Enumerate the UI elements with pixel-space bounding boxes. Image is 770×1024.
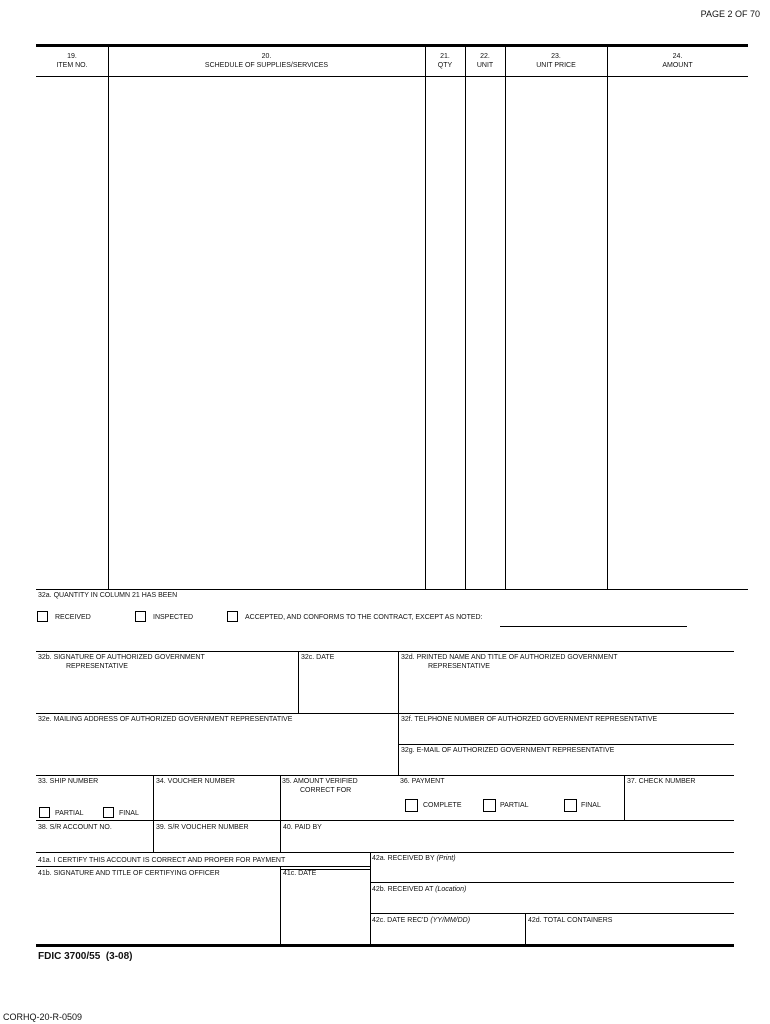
received-label: RECEIVED — [55, 614, 91, 621]
col-item-no-header: 19. ITEM NO. — [56, 53, 88, 69]
sr-account-label: 38. S/R ACCOUNT NO. — [38, 824, 112, 831]
voucher-number-label: 34. VOUCHER NUMBER — [156, 778, 235, 785]
col-unit-header: 22. UNIT — [476, 53, 494, 69]
ship-number-label: 33. SHIP NUMBER — [38, 778, 99, 785]
quantity-heading: 32a. QUANTITY IN COLUMN 21 HAS BEEN — [38, 592, 178, 599]
ship-final-checkbox[interactable] — [103, 807, 114, 818]
payment-partial-checkbox[interactable] — [483, 799, 496, 812]
inspected-label: INSPECTED — [153, 614, 194, 621]
schedule-bottom-border — [36, 589, 748, 590]
payment-final-label: FINAL — [581, 802, 601, 809]
control-number: CORHQ-20-R-0509 — [3, 1012, 83, 1022]
total-containers-label: 42d. TOTAL CONTAINERS — [528, 917, 613, 924]
signature-rep-label: 32b. SIGNATURE OF AUTHORIZED GOVERNMENT REPRESENTATIVE — [38, 654, 205, 670]
form-bottom-border — [36, 944, 734, 947]
payment-label: 36. PAYMENT — [400, 778, 445, 785]
ship-final-label: FINAL — [119, 810, 139, 817]
payment-partial-label: PARTIAL — [500, 802, 529, 809]
received-by-label: 42a. RECEIVED BY (Print) — [372, 855, 456, 862]
form-number: FDIC 3700/55 (3-08) — [38, 951, 133, 962]
received-at-label: 42b. RECEIVED AT (Location) — [372, 886, 467, 893]
payment-complete-checkbox[interactable] — [405, 799, 418, 812]
received-checkbox[interactable] — [37, 611, 48, 622]
email-label: 32g. E-MAIL OF AUTHORIZED GOVERNMENT REPRESENTATIVE — [401, 747, 615, 754]
col-schedule-header: 20. SCHEDULE OF SUPPLIES/SERVICES — [204, 53, 329, 69]
ship-partial-label: PARTIAL — [55, 810, 84, 817]
page-number: PAGE 2 OF 70 — [700, 9, 760, 19]
accepted-label: ACCEPTED, AND CONFORMS TO THE CONTRACT, EXCEPT AS NOTED: — [245, 614, 483, 621]
amount-verified-label: 35. AMOUNT VERIFIED CORRECT FOR — [282, 778, 358, 794]
payment-final-checkbox[interactable] — [564, 799, 577, 812]
col-qty-header: 21. QTY — [437, 53, 453, 69]
certify-date-label: 41c. DATE — [283, 870, 317, 877]
rep-date-label: 32c. DATE — [301, 654, 335, 661]
col-unit-price-header: 23. UNIT PRICE — [536, 53, 576, 69]
ship-partial-checkbox[interactable] — [39, 807, 50, 818]
inspected-checkbox[interactable] — [135, 611, 146, 622]
payment-complete-label: COMPLETE — [423, 802, 462, 809]
check-number-label: 37. CHECK NUMBER — [627, 778, 696, 785]
schedule-top-border — [36, 44, 748, 47]
sr-voucher-label: 39. S/R VOUCHER NUMBER — [156, 824, 249, 831]
paid-by-label: 40. PAID BY — [283, 824, 322, 831]
exceptions-line[interactable] — [500, 626, 687, 627]
mailing-address-label: 32e. MAILING ADDRESS OF AUTHORIZED GOVERNMENT REPRESENTATIVE — [38, 716, 293, 723]
certify-label: 41a. I CERTIFY THIS ACCOUNT IS CORRECT AND PROPER FOR PAYMENT — [38, 857, 286, 864]
accepted-checkbox[interactable] — [227, 611, 238, 622]
rep-name-label: 32d. PRINTED NAME AND TITLE OF AUTHORIZED GOVERNMENT REPRESENTATIVE — [401, 654, 618, 670]
schedule-header-divider — [36, 76, 748, 77]
date-received-label: 42c. DATE REC'D (YY/MM/DD) — [372, 917, 471, 924]
certifying-signature-label: 41b. SIGNATURE AND TITLE OF CERTIFYING OFFICER — [38, 870, 220, 877]
col-amount-header: 24. AMOUNT — [662, 53, 693, 69]
telephone-label: 32f. TELPHONE NUMBER OF AUTHORZED GOVERNMENT REPRESENTATIVE — [401, 716, 658, 723]
